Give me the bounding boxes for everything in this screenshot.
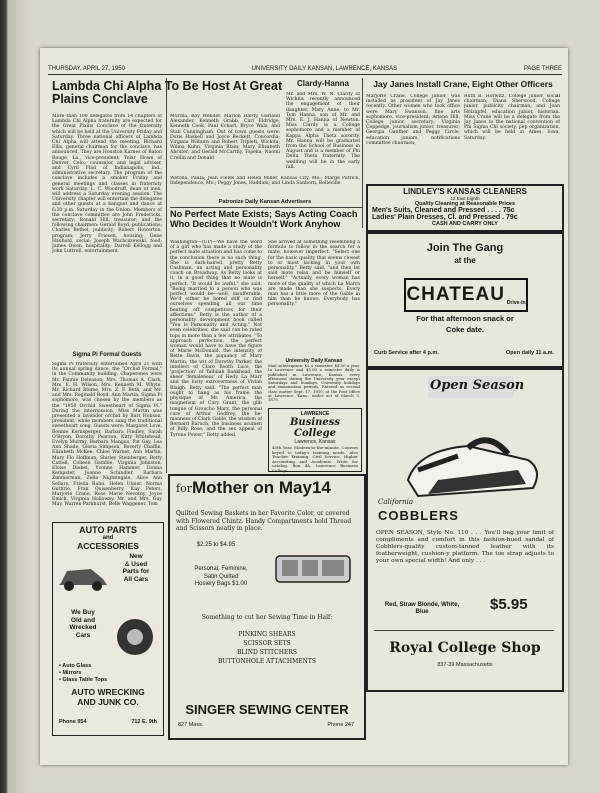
sigma-text: Sigma Pi fraternity entertained April 21 with its annual spring dance, the "Orchid Formal," in the Community building. Chaperones were Mr. Fannie Deleason; Mrs. Thomas A. Clark, Mrs. E. H. Wilson, Mrs. Kenneth M. Whyte, Mr. Richard Blume, Mrs. Z. F. Beth, and Mr. and Mrs. Reginald Boyd. Ann Martin, Sigma Pi sophomore, was chosen by the members as the "1950 Orchid Sweetheart of Sigma Pi." During the intermission, Miss Martin was presented a lavender orchid by Bart Hobson, president, while members sang the traditional sweetheart song. Guests were: Margaret Love, Bonnie Kernsperger, Barbara Findley, Sarah O'Bryon, Dorothy Pearson, Kitty Whitehead, Evelyn Murray, Barbara Mangus, Pat Gay, Lea Ann Shade, Gloria Simpson, Beverly Chaffin, Elizabeth McKee. Chloe Warner, Ann Martin, Mary Flo Hoffman, Shirley Steinberger, Betty Cattell, Colleen Gamble, Virginia Johnston, Eloise Diebel, Yvonne Hammer, Donna Kempster, Joanne Schindler, Barbara Zimmerman, Zella Nightingale, Alice Ann Sellars, Frieda Rahn. Helen Ulmer, Norma Guthrie, Fran Quisenberry, Kay Peters, Marjorie Crane, Rose Marie Nevotny, Joyce Emick, Virginia Holloway. Mr. and Mrs. Guy May, Warren Parkhurst, Belle Waggener, Tom — [52, 362, 162, 508]
page-header — [48, 66, 562, 75]
nopatter-col1: Washington—(UP)—We have the word of a girl who has made a study of the perfect mate situation and has come to the conclusion there is no such thing. She is dark-haired, pretty Betty Cashman, an acting and personality coach on Broadway. As Betty looks at it, in a good thing that no mate is perfect. "It would be awful," she said. "Being married to a person who was perfect would be—well, insufferable. We'd either be bored stiff or find ourselves spending all our time beating off competitors for their affections." Betty is the author of a personality development book called "You Is Personality and Acting." Not even celebrities, she said can be rated tops in more than a few attributes. "To approach perfection, the perfect woman would have to have the figure of Marie McDonald, the intensity of Bette Davis, the piquancy of Mary Martin, the wit of Dorothy Parker, the intellect of Clare Booth Luce, the 'projection' of Tallulah Bankhead, the sheer 'femaleness' of Hedy La Marr and the lusty extrovertness of Vivian Blaigh. Betty said. "The perfect man ought to hang as his frame the physique of Mr. America, the magnetism of Cary Grant, the glib tongue of Groucho Marx, the personal care of Arthur Godfrey, the he-manness of Clark Gable, the wisdom of Bernard Baruch, the business acumen of Billy Rose, and the sex appeal of Tyrone Power," Betty added. — [170, 240, 262, 438]
singer-items: PINKING SHEARS SCISSOR SETS BLIND STITCHERS BUTTONHOLE ATTACHMENTS — [217, 631, 316, 665]
nopatter-col2: She arrived at something resembling a formula to follow in the search for a mate, however imperfect. "Select one for the basic quality that seems closest to or most lacking in your own personality," Betty said, "and then let said mate relax and be himself or herself." "Actually, every woman has more of the quality of which La Marra are made than she suspects. Every man has a little more of the Gable in him than he knows. Everybody has personality." — [268, 240, 360, 308]
auto-and: and — [102, 535, 114, 541]
auto-name1: AUTO WRECKING — [71, 687, 145, 697]
auto-parts-ad: AUTO PARTS and ACCESSORIES New & Used Parts for All Cars We Buy Old and Wrecked Cars • Auto Glass • Mirrors • Glass Table Tops AUTO WRECKING AND JUNK CO. Phone 954 712 E. 9th — [52, 522, 164, 736]
clardy-text2: Wetona, Paula; Jean Fields and Helen Miller, Kansas City, Mo.; Marge Patrick, Independence, Mo.; Peggy Jones, Haddam; and Linda Sanborn, Belleville. — [170, 176, 360, 187]
lambda-headline: Lambda Chi Alpha To Be Host At Great Plains Conclave — [52, 79, 283, 107]
nopatter-headline: No Perfect Mate Exists; Says Acting Coach Who Decides It Wouldn't Work Anyhow — [170, 209, 358, 229]
cobblers-ad: Open Season California COBBLERS OPEN SEASON, Style No. 110 . . . You'll bag your limit of compliments and comfort in this fashion-hued sandal of Cobblers-quality custom-tanned leather with its featherweight, cushion-y platform. The toe strap adjusts to your own special width! And only . . . Red, Straw Blonde, White, Blue $5.95 Royal College Shop 837-39 Massachusetts — [366, 368, 564, 692]
business-name: Business College — [289, 417, 341, 439]
janes-text2: Ruth B. Horwitz, College junior, social chairman; Diana Sherwood, College junior, publicity chairman; and Joan Holzapfel, education junior, historian. Miss Crane will be a delegate from the Jay Janes to the national convention of Phi Sigma Chi society, pep organization, which will be held at Ames, Iowa, Saturday. — [464, 94, 560, 141]
cleaners-title: LINDLEY'S KANSAS CLEANERS — [403, 187, 527, 196]
kansan-masthead: University Daily Kansan Mail subscription: $2 a semester, $4.50 a year. In Lawrence and $5.00 a semester daily is published in Lawrence, Kansas, every afternoon during the University year except Saturdays and Sundays, University holidays and examination periods. Entered as second class matter Sept. 17, 1910, at the Post Office at Lawrence, Kans., under act of March 3, 1879. — [268, 358, 360, 403]
lambda-col1: More than 100 delegates from 14 chapters of Lambda Chi Alpha fraternity are expected for the Great Plains Conclave of the fraternity which will be held at the University Friday and Saturday. Three national officers of Lambda Chi Alpha will attend the meeting. Richard Ellis, general chairman for the conclave, has announced. They are Houston Karnes of Baton Rouge, La., vice-president; Tolar Howe of Denver, Colo., counselor, and legal adviser, and Cyril Flad of Indianapolis, Ind., administrative secretary. The program of the conclave includes a smoker Friday and general meetings and classes in fraternity work Saturday. L. C. Woodruff, dean of men, will address a Saturday evening session. The University chapter will entertain the delegates and other guests at a banquet and dance at 6:30 p.m. Saturday in the Union. Members of the conclave committee are John Fredericks, secretary; Ronald Hill, treasurer; and the following chairmen: Gerald Boyd, publications; Charles Bethel, publicity; Robert Howerton, program; Jerry Friesen, housing; Gene Hauhold, social; Joseph Wachcszewski, food; James Owen, hospitality; Darrell Kellogg and John Luttrell, entertainment. — [52, 114, 162, 255]
janes-text1: Marjorie Crane, College junior, was installed as president of Jay Janes recently. Other women who took office were Mary Swanson, fine arts sophomore, vice-president; Arlene Hill, College junior, secretary; Virginia Coppedge, journalism junior, treasurer; Georgia Ganther and Peggy Circle, education juniors, notifications committee chairmen; — [366, 94, 460, 146]
cleaners-ad: LINDLEY'S KANSAS CLEANERS 12 East Eighth Quality Cleaning at Reasonable Prices Men's Suits, Cleaned and Pressed . . . . 75c Ladies' Plain Dresses, Cl. and Pressed . 79c CASH AND CARRY ONLY — [366, 184, 564, 232]
singer-name: SINGER SEWING CENTER — [185, 702, 349, 717]
open-season-logo: Open Season — [430, 378, 525, 393]
sewing-basket-illustration — [272, 546, 356, 590]
clardy-headline: Clardy-Hanna — [296, 79, 349, 88]
auto-name2: AND JUNK CO. — [77, 696, 139, 707]
janes-headline: Jay Janes Install Crane, Eight Other Officers — [373, 79, 553, 89]
chateau-logo: CHATEAU Drive-In — [404, 278, 528, 312]
header-date: THURSDAY, APRIL 27, 1950 — [48, 66, 125, 72]
sandal-illustration — [398, 410, 548, 510]
singer-headline: Mother on May14 — [192, 478, 331, 497]
wheel-icon — [111, 615, 159, 659]
header-page: PAGE THREE — [523, 66, 562, 72]
cobblers-desc: OPEN SEASON, Style No. 110 . . . You'll bag your limit of compliments and comfort in this fashion-hued sandal of Cobblers-quality custom-tanned leather with its featherweight, cushion-y platform. The toe strap adjusts to your own special width! And only . . . — [376, 530, 554, 564]
cobblers-price: $5.95 — [490, 596, 528, 613]
chateau-ad: Join The Gang at the CHATEAU Drive-In For that afternoon snack or Coke date. Curb Service after 4 p.m. Open daily 11 a.m. — [366, 232, 564, 368]
royal-college-shop: Royal College Shop — [389, 640, 541, 656]
sigma-subhead: Sigma Pi Formal Guests — [72, 352, 142, 358]
singer-ad: for Mother on May14 Quilted Sewing Baskets in her Favorite Color, or covered with Flowered Chintz. Handy Compartments hold Thread and Scissors neatly in place. $2.25 to $4.95 Personal, Feminine, Satin Quilted Hosiery Bags $1.00 Something to cut her Sewing Time in Half: PINKING SHEARS SCISSOR SETS BLIND STITCHERS BUTTONHOLE ATTACHMENTS SINGER SEWING CENTER 827 Mass. Phone 247 — [168, 474, 366, 740]
header-paper: UNIVERSITY DAILY KANSAN, LAWRENCE, KANSAS — [251, 66, 398, 72]
car-icon — [57, 555, 109, 595]
auto-title: AUTO PARTS — [79, 525, 137, 535]
business-college-ad: LAWRENCE Business College Lawrence, Kansas 40th Year. Modern-to-the-minute. Courses keyed to today's training needs. Also Teacher Training, Civil Service, Higher Accounting and Academic. Write for catalog. Box 4A, Lawrence Business College. — [268, 408, 362, 472]
auto-accessories: ACCESSORIES — [77, 541, 139, 551]
patronize-line: Patronize Daily Kansan Advertisers — [218, 199, 312, 205]
lambda-col2: Murdla, Roy Wender, Marlon Hardy, Garland Alexander, Kenneth Grabb, Carl Eldridge, Kenneth Cook, Paul Eckart, Bryce Walz, and Stan Cunningham. Out of town guests were: Doris Haskell and Joyce Beckett, Concordia; Virginia Wilburn and Robert Triplett, Wichita; Wilma Kuhn, Virginia Blain; Mary Elizabeth Abruter; and Gerald McCarthy, Topeka; Naomi Crellin and Donald — [170, 114, 280, 161]
clardy-text: Mr. and Mrs. W. N. Clardy of Wichita recently announced the engagement of their daughter, Mary Anne, to Mr. Tom Hanna, son of Mr. and Mrs. E. J. Hanna of Newton. Miss Clardy is a College sophomore and a member of Kappa Alpha Theta sorority. Mr. Hanna will be graduated from the School of Business in August and is a member of Phi Delta Theta fraternity. The wedding will be in the early fall. — [286, 92, 360, 170]
cobblers-name: COBBLERS — [378, 508, 459, 523]
